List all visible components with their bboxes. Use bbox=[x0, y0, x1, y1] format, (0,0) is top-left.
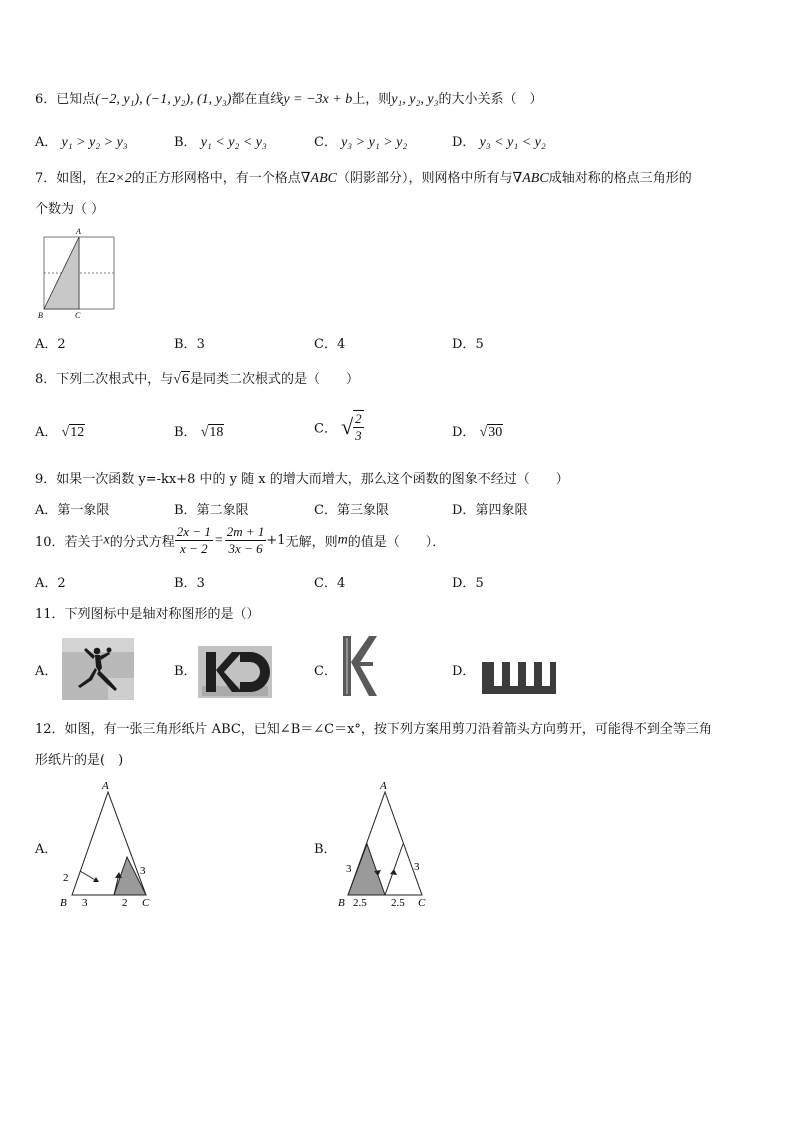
q9-option-b[interactable]: B．第二象限 bbox=[174, 503, 249, 518]
q8-stem: 8．下列二次根式中，与√6是同类二次根式的是（ ） bbox=[35, 372, 359, 387]
q7-label-a: A bbox=[76, 227, 81, 236]
kd-logo-icon[interactable] bbox=[198, 646, 272, 698]
q12b-label-a: A bbox=[380, 780, 387, 792]
q12b-arrow-right bbox=[390, 869, 397, 875]
q12a-label-right-3: 3 bbox=[140, 865, 146, 877]
q12-option-b-figure bbox=[336, 778, 436, 910]
q7-label-c: C bbox=[75, 311, 81, 320]
q12-stem-line1: 12．如图，有一张三角形纸片 ABC，已知∠B＝∠C＝x°，按下列方案用剪刀沿着箭头方向剪开，可能得不到全等三角 bbox=[35, 722, 712, 737]
lebron-crown-logo-icon[interactable] bbox=[480, 660, 558, 696]
q7-stem-line1: 7．如图，在2×2的正方形网格中，有一个格点∇ABC（阴影部分），则网格中所有与∇ABC成轴对称的格点三角形的 bbox=[35, 171, 692, 186]
q8-fraction: $\frac{2}{3}$ bbox=[355, 411, 362, 443]
q10-option-b[interactable]: B．3 bbox=[174, 576, 205, 591]
q9-option-d[interactable]: D．第四象限 bbox=[452, 503, 528, 518]
q7-stem-line2: 个数为（ ） bbox=[35, 202, 105, 217]
q7-option-a[interactable]: A．2 bbox=[35, 337, 66, 352]
q9-option-c[interactable]: C．第三象限 bbox=[314, 503, 389, 518]
q6-points: (−2, y₁), (−1, y₂), (1, y₃) bbox=[95, 92, 232, 107]
q12b-label-b: B bbox=[338, 897, 345, 909]
q12-stem-line2: 形纸片的是( ) bbox=[35, 753, 124, 768]
q12a-label-a: A bbox=[102, 780, 109, 792]
q10-fraction-left: $\frac{2x - 1}{x - 2}$ bbox=[176, 524, 211, 556]
jumpman-logo-icon[interactable] bbox=[62, 638, 134, 700]
q9-stem: 9．如果一次函数 y=-kx+8 中的 y 随 x 的增大而增大，那么这个函数的图象不经过（ ） bbox=[35, 472, 569, 487]
q6-option-a[interactable]: A． y₁ > y₂ > y₃ bbox=[35, 135, 128, 150]
q6-option-c[interactable]: C． y₃ > y₁ > y₂ bbox=[314, 135, 408, 150]
q12a-cut-line-left-2 bbox=[82, 881, 97, 895]
q11-option-c[interactable]: C． bbox=[314, 664, 337, 679]
kyrie-logo-icon[interactable] bbox=[337, 632, 383, 700]
q11-option-d[interactable]: D． bbox=[452, 664, 476, 679]
q10-stem: 10．若关于x的分式方程 $\frac{2x - 1}{x - 2}$ = $\frac{2m + 1}{3x - 6}$ +1无解，则m的值是（ ）． bbox=[35, 524, 446, 556]
q12-option-a[interactable]: A． bbox=[35, 842, 58, 857]
q12b-label-right-3: 3 bbox=[414, 861, 420, 873]
q6-stem bbox=[35, 88, 542, 108]
q12b-label-base-2-5-a: 2.5 bbox=[353, 897, 367, 909]
q12b-label-left-3: 3 bbox=[346, 863, 352, 875]
q7-triangle-name: ∇ABC bbox=[300, 171, 337, 186]
q6-stem-prefix: 6．已知点 bbox=[35, 92, 96, 107]
q8-option-b[interactable]: B． √18 bbox=[174, 425, 224, 440]
q7-option-b[interactable]: B．3 bbox=[174, 337, 205, 352]
q12a-cut-line-left bbox=[80, 871, 97, 881]
q6-line-eq: y = −3x + b bbox=[283, 92, 353, 107]
q6-option-b[interactable]: B． y₁ < y₂ < y₃ bbox=[174, 135, 267, 150]
q6-option-d[interactable]: D． y₃ < y₁ < y₂ bbox=[452, 135, 546, 150]
q8-sqrt-6: √6 bbox=[173, 372, 189, 387]
q12-option-a-figure bbox=[58, 778, 168, 910]
q12a-label-c: C bbox=[142, 897, 150, 909]
q6-stem-mid: 都在直线 bbox=[231, 92, 284, 107]
q8-option-a[interactable]: A． √12 bbox=[35, 425, 85, 440]
q12a-label-b: B bbox=[60, 897, 67, 909]
q7-option-d[interactable]: D．5 bbox=[452, 337, 484, 352]
q9-option-a[interactable]: A．第一象限 bbox=[35, 503, 110, 518]
q7-grid-figure bbox=[34, 226, 124, 321]
q10-option-d[interactable]: D．5 bbox=[452, 576, 484, 591]
q12a-label-base-2: 2 bbox=[122, 897, 128, 909]
q12b-label-c: C bbox=[418, 897, 426, 909]
q8-option-c[interactable]: C． √ $\frac{2}{3}$ bbox=[314, 411, 362, 443]
q6-vars: y₁, y₂, y₃ bbox=[391, 92, 439, 107]
q12b-shaded-piece bbox=[348, 844, 385, 895]
q12b-label-base-2-5-b: 2.5 bbox=[391, 897, 405, 909]
q10-fraction-right: $\frac{2m + 1}{3x - 6}$ bbox=[226, 524, 265, 556]
q7-grid-size: 2×2 bbox=[108, 171, 132, 186]
q7-option-c[interactable]: C．4 bbox=[314, 337, 346, 352]
q11-option-a[interactable]: A． bbox=[35, 664, 58, 679]
q10-option-c[interactable]: C．4 bbox=[314, 576, 346, 591]
q8-option-d[interactable]: D． √30 bbox=[452, 425, 503, 440]
q11-option-b[interactable]: B． bbox=[174, 664, 197, 679]
q12a-label-left-2: 2 bbox=[63, 872, 69, 884]
q12a-label-base-3: 3 bbox=[82, 897, 88, 909]
q11-stem: 11．下列图标中是轴对称图形的是（） bbox=[35, 607, 260, 622]
q6-stem-end: 的大小关系（ ） bbox=[438, 92, 543, 107]
q7-label-b: B bbox=[38, 311, 43, 320]
q10-option-a[interactable]: A．2 bbox=[35, 576, 66, 591]
q12-option-b[interactable]: B． bbox=[314, 842, 337, 857]
q6-stem-suffix: 上，则 bbox=[352, 92, 392, 107]
